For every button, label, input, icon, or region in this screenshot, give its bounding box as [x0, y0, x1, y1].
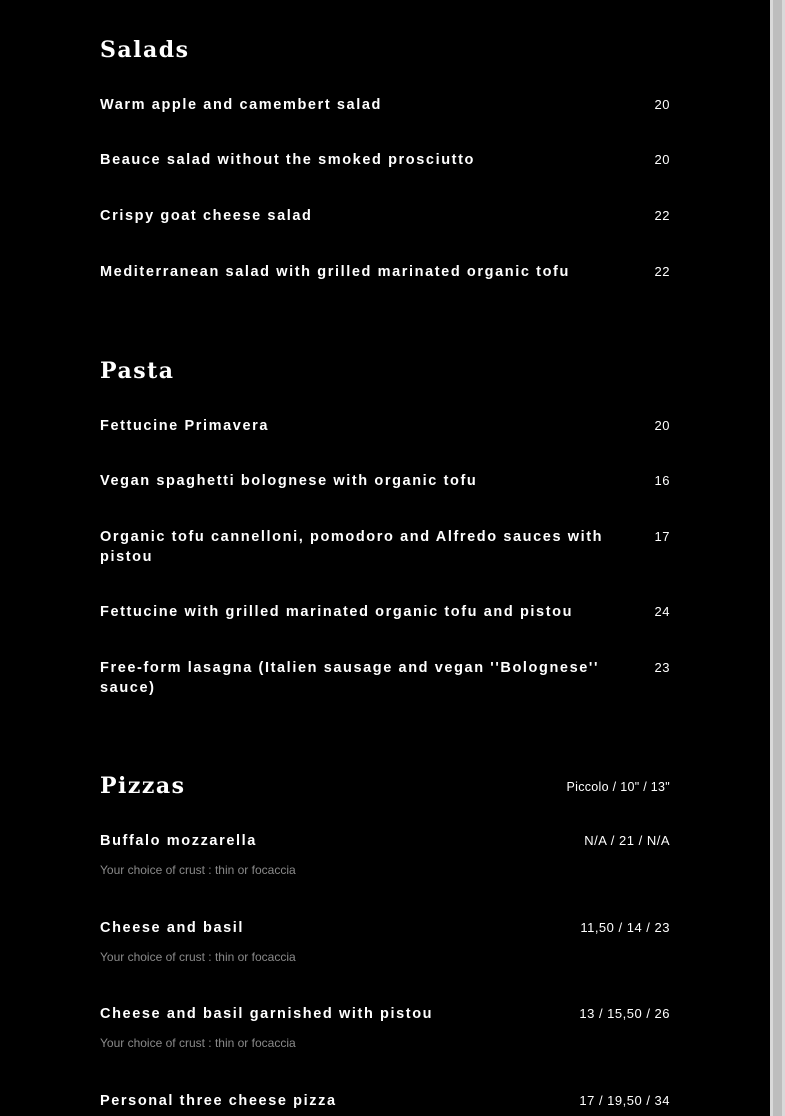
menu-item-price: 16 — [654, 473, 670, 488]
pizza-size-header: Piccolo / 10" / 13" — [566, 780, 670, 794]
menu-item-price: 22 — [654, 264, 670, 279]
pizzas-section — [100, 773, 670, 1109]
menu-item — [100, 527, 670, 567]
menu-item-note: Your choice of crust : thin or focaccia — [100, 1036, 296, 1050]
menu-item-price: 13 / 15,50 / 26 — [579, 1006, 670, 1021]
menu-item-price: 20 — [654, 97, 670, 112]
section-title-pizzas: Pizzas — [100, 773, 186, 799]
menu-item — [100, 1004, 670, 1051]
menu-item-price: N/A / 21 / N/A — [584, 833, 670, 848]
vertical-scrollbar[interactable] — [770, 0, 785, 1116]
menu-item — [100, 262, 670, 282]
section-title-salads: Salads — [100, 37, 190, 63]
menu-item-name: Beauce salad without the smoked prosciutto — [100, 152, 475, 168]
menu-item-price: 20 — [654, 418, 670, 433]
menu-item-price: 24 — [654, 604, 670, 619]
menu-item — [100, 416, 670, 436]
menu-item-name: Free-form lasagna (Italien sausage and vegan ''Bolognese'' sauce) — [100, 660, 600, 696]
menu-item — [100, 1091, 670, 1111]
pasta-section — [100, 358, 670, 696]
menu-item-name: Fettucine with grilled marinated organic tofu and pistou — [100, 604, 574, 620]
menu-item — [100, 95, 670, 115]
menu-item-note: Your choice of crust : thin or focaccia — [100, 950, 296, 964]
menu-item-price: 17 — [654, 529, 670, 544]
menu-item — [100, 471, 670, 491]
menu-item-name: Crispy goat cheese salad — [100, 208, 313, 224]
menu-item-note: Your choice of crust : thin or focaccia — [100, 863, 296, 877]
menu-item — [100, 918, 670, 965]
scrollbar-thumb[interactable] — [773, 0, 782, 1116]
menu-item-name: Cheese and basil — [100, 920, 245, 936]
menu-item-name: Organic tofu cannelloni, pomodoro and Alfredo sauces with pistou — [100, 529, 604, 565]
menu-item-price: 22 — [654, 208, 670, 223]
menu-item-name: Warm apple and camembert salad — [100, 97, 382, 113]
menu-item — [100, 206, 670, 226]
menu-item-name: Cheese and basil garnished with pistou — [100, 1006, 434, 1022]
menu-item-name: Personal three cheese pizza — [100, 1093, 337, 1109]
menu-item — [100, 602, 670, 622]
menu-item-price: 23 — [654, 660, 670, 675]
menu-item — [100, 831, 670, 878]
menu-item — [100, 658, 670, 698]
menu-item-name: Fettucine Primavera — [100, 418, 270, 434]
section-title-pasta: Pasta — [100, 358, 175, 384]
menu-item-name: Buffalo mozzarella — [100, 833, 257, 849]
menu-item-name: Mediterranean salad with grilled marinated organic tofu — [100, 264, 570, 280]
menu-item-name: Vegan spaghetti bolognese with organic tofu — [100, 473, 478, 489]
menu-item — [100, 150, 670, 170]
salads-section — [100, 37, 670, 280]
menu-item-price: 11,50 / 14 / 23 — [580, 920, 670, 935]
menu-item-price: 20 — [654, 152, 670, 167]
menu-item-price: 17 / 19,50 / 34 — [579, 1093, 670, 1108]
